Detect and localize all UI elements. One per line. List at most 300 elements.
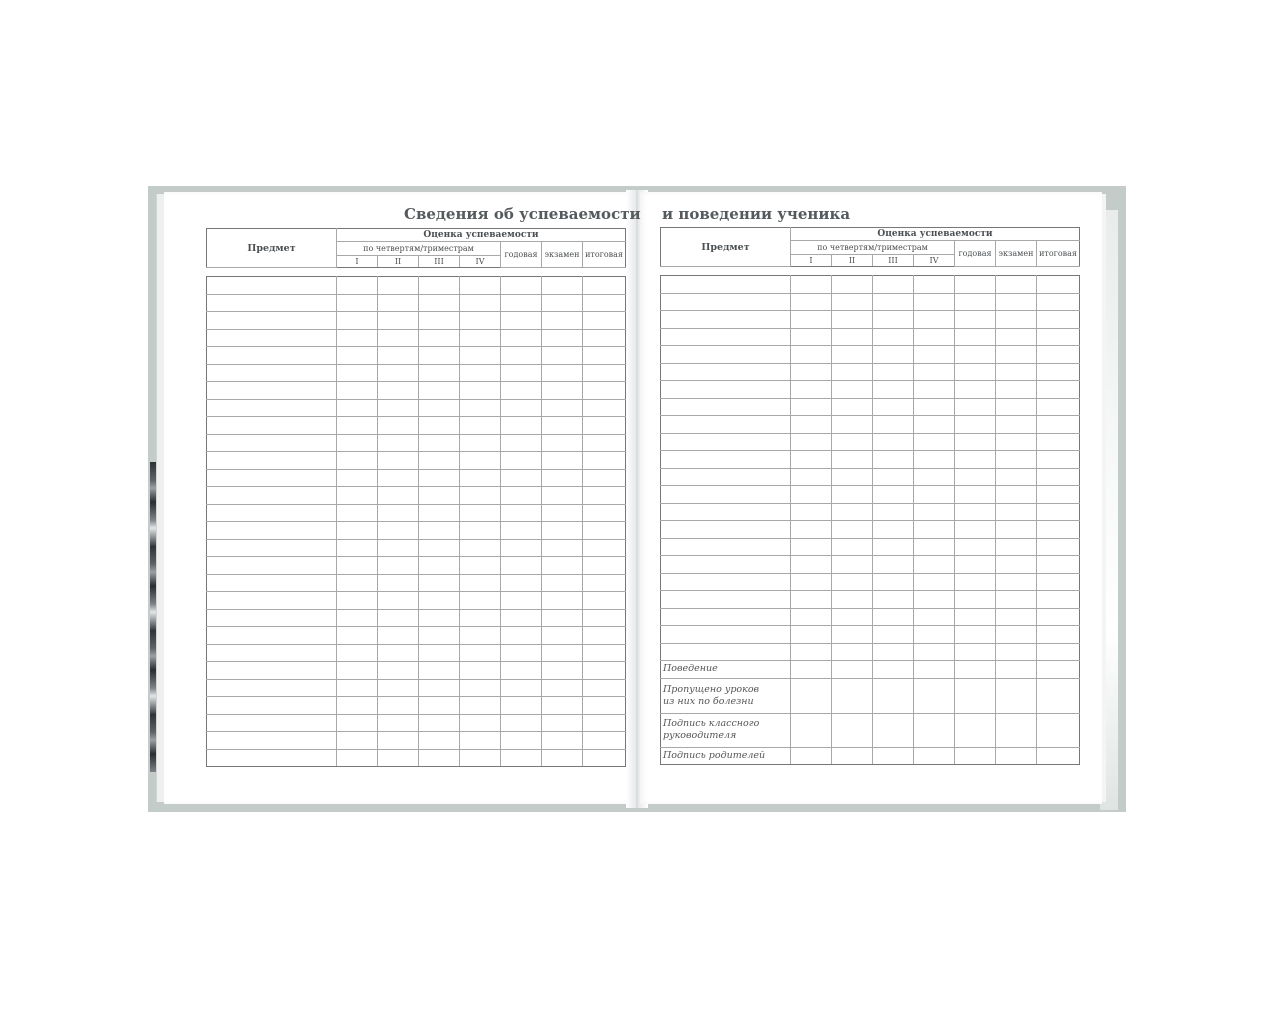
grade-cell[interactable] bbox=[955, 398, 996, 416]
grade-cell[interactable] bbox=[914, 626, 955, 644]
grade-cell[interactable] bbox=[337, 557, 378, 575]
subject-cell[interactable] bbox=[207, 627, 337, 645]
grade-cell[interactable] bbox=[955, 311, 996, 329]
grade-cell[interactable] bbox=[1037, 293, 1080, 311]
grade-cell[interactable] bbox=[832, 556, 873, 574]
grade-cell[interactable] bbox=[583, 697, 626, 715]
subject-cell[interactable] bbox=[207, 522, 337, 540]
grade-cell[interactable] bbox=[955, 293, 996, 311]
subject-cell[interactable] bbox=[661, 381, 791, 399]
grade-cell[interactable] bbox=[378, 364, 419, 382]
grade-cell[interactable] bbox=[419, 627, 460, 645]
grade-cell[interactable] bbox=[460, 679, 501, 697]
grade-cell[interactable] bbox=[460, 749, 501, 767]
grade-cell[interactable] bbox=[419, 732, 460, 750]
grade-cell[interactable] bbox=[832, 328, 873, 346]
grade-cell[interactable] bbox=[914, 747, 955, 765]
grade-cell[interactable] bbox=[996, 503, 1037, 521]
grade-cell[interactable] bbox=[996, 328, 1037, 346]
grade-cell[interactable] bbox=[832, 573, 873, 591]
grade-cell[interactable] bbox=[583, 452, 626, 470]
grade-cell[interactable] bbox=[955, 416, 996, 434]
subject-cell[interactable] bbox=[207, 504, 337, 522]
grade-cell[interactable] bbox=[1037, 521, 1080, 539]
grade-cell[interactable] bbox=[419, 469, 460, 487]
grade-cell[interactable] bbox=[460, 364, 501, 382]
grade-cell[interactable] bbox=[1037, 276, 1080, 294]
grade-cell[interactable] bbox=[914, 661, 955, 679]
subject-cell[interactable] bbox=[207, 469, 337, 487]
grade-cell[interactable] bbox=[873, 538, 914, 556]
grade-cell[interactable] bbox=[583, 749, 626, 767]
grade-cell[interactable] bbox=[955, 556, 996, 574]
subject-cell[interactable] bbox=[207, 609, 337, 627]
grade-cell[interactable] bbox=[955, 521, 996, 539]
grade-cell[interactable] bbox=[955, 713, 996, 747]
grade-cell[interactable] bbox=[542, 539, 583, 557]
subject-cell[interactable] bbox=[661, 293, 791, 311]
grade-cell[interactable] bbox=[460, 329, 501, 347]
grade-cell[interactable] bbox=[955, 678, 996, 713]
grade-cell[interactable] bbox=[378, 277, 419, 295]
grade-cell[interactable] bbox=[337, 539, 378, 557]
grade-cell[interactable] bbox=[873, 381, 914, 399]
grade-cell[interactable] bbox=[791, 433, 832, 451]
grade-cell[interactable] bbox=[501, 469, 542, 487]
grade-cell[interactable] bbox=[460, 697, 501, 715]
grade-cell[interactable] bbox=[460, 644, 501, 662]
grade-cell[interactable] bbox=[1037, 556, 1080, 574]
grade-cell[interactable] bbox=[873, 276, 914, 294]
grade-cell[interactable] bbox=[914, 381, 955, 399]
subject-cell[interactable] bbox=[207, 557, 337, 575]
grade-cell[interactable] bbox=[996, 661, 1037, 679]
grade-cell[interactable] bbox=[460, 574, 501, 592]
grade-cell[interactable] bbox=[873, 626, 914, 644]
grade-cell[interactable] bbox=[1037, 643, 1080, 661]
grade-cell[interactable] bbox=[996, 678, 1037, 713]
grade-cell[interactable] bbox=[873, 363, 914, 381]
grade-cell[interactable] bbox=[832, 311, 873, 329]
grade-cell[interactable] bbox=[378, 452, 419, 470]
grade-cell[interactable] bbox=[873, 486, 914, 504]
grade-cell[interactable] bbox=[501, 347, 542, 365]
subject-cell[interactable] bbox=[661, 311, 791, 329]
grade-cell[interactable] bbox=[996, 311, 1037, 329]
grade-cell[interactable] bbox=[791, 311, 832, 329]
grade-cell[interactable] bbox=[378, 504, 419, 522]
grade-cell[interactable] bbox=[1037, 747, 1080, 765]
grade-cell[interactable] bbox=[419, 399, 460, 417]
grade-cell[interactable] bbox=[1037, 433, 1080, 451]
grade-cell[interactable] bbox=[791, 468, 832, 486]
grade-cell[interactable] bbox=[955, 538, 996, 556]
grade-cell[interactable] bbox=[378, 417, 419, 435]
grade-cell[interactable] bbox=[1037, 626, 1080, 644]
subject-cell[interactable] bbox=[661, 346, 791, 364]
grade-cell[interactable] bbox=[460, 522, 501, 540]
grade-cell[interactable] bbox=[419, 714, 460, 732]
subject-cell[interactable] bbox=[661, 573, 791, 591]
grade-cell[interactable] bbox=[914, 678, 955, 713]
grade-cell[interactable] bbox=[791, 626, 832, 644]
grade-cell[interactable] bbox=[873, 747, 914, 765]
grade-cell[interactable] bbox=[501, 294, 542, 312]
grade-cell[interactable] bbox=[914, 468, 955, 486]
grade-cell[interactable] bbox=[583, 609, 626, 627]
grade-cell[interactable] bbox=[873, 643, 914, 661]
grade-cell[interactable] bbox=[501, 574, 542, 592]
grade-cell[interactable] bbox=[542, 522, 583, 540]
grade-cell[interactable] bbox=[996, 747, 1037, 765]
grade-cell[interactable] bbox=[873, 591, 914, 609]
grade-cell[interactable] bbox=[419, 294, 460, 312]
subject-cell[interactable] bbox=[207, 732, 337, 750]
grade-cell[interactable] bbox=[791, 591, 832, 609]
grade-cell[interactable] bbox=[419, 452, 460, 470]
grade-cell[interactable] bbox=[832, 293, 873, 311]
grade-cell[interactable] bbox=[1037, 416, 1080, 434]
grade-cell[interactable] bbox=[955, 503, 996, 521]
grade-cell[interactable] bbox=[914, 416, 955, 434]
subject-cell[interactable] bbox=[661, 643, 791, 661]
grade-cell[interactable] bbox=[791, 276, 832, 294]
grade-cell[interactable] bbox=[914, 276, 955, 294]
grade-cell[interactable] bbox=[832, 451, 873, 469]
grade-cell[interactable] bbox=[791, 678, 832, 713]
grade-cell[interactable] bbox=[542, 679, 583, 697]
grade-cell[interactable] bbox=[542, 469, 583, 487]
grade-cell[interactable] bbox=[583, 592, 626, 610]
grade-cell[interactable] bbox=[791, 747, 832, 765]
grade-cell[interactable] bbox=[337, 749, 378, 767]
grade-cell[interactable] bbox=[542, 347, 583, 365]
grade-cell[interactable] bbox=[832, 433, 873, 451]
grade-cell[interactable] bbox=[419, 662, 460, 680]
grade-cell[interactable] bbox=[955, 626, 996, 644]
grade-cell[interactable] bbox=[1037, 608, 1080, 626]
grade-cell[interactable] bbox=[378, 557, 419, 575]
grade-cell[interactable] bbox=[914, 363, 955, 381]
grade-cell[interactable] bbox=[791, 643, 832, 661]
grade-cell[interactable] bbox=[914, 311, 955, 329]
grade-cell[interactable] bbox=[791, 713, 832, 747]
subject-cell[interactable] bbox=[207, 417, 337, 435]
grade-cell[interactable] bbox=[419, 487, 460, 505]
grade-cell[interactable] bbox=[914, 398, 955, 416]
grade-cell[interactable] bbox=[419, 522, 460, 540]
grade-cell[interactable] bbox=[996, 608, 1037, 626]
grade-cell[interactable] bbox=[460, 714, 501, 732]
grade-cell[interactable] bbox=[419, 644, 460, 662]
subject-cell[interactable] bbox=[661, 451, 791, 469]
subject-cell[interactable] bbox=[207, 487, 337, 505]
grade-cell[interactable] bbox=[583, 417, 626, 435]
grade-cell[interactable] bbox=[460, 399, 501, 417]
grade-cell[interactable] bbox=[583, 679, 626, 697]
grade-cell[interactable] bbox=[378, 347, 419, 365]
grade-cell[interactable] bbox=[419, 539, 460, 557]
grade-cell[interactable] bbox=[460, 434, 501, 452]
grade-cell[interactable] bbox=[873, 398, 914, 416]
grade-cell[interactable] bbox=[337, 417, 378, 435]
subject-cell[interactable] bbox=[661, 521, 791, 539]
subject-cell[interactable] bbox=[661, 398, 791, 416]
grade-cell[interactable] bbox=[914, 293, 955, 311]
subject-cell[interactable] bbox=[661, 328, 791, 346]
grade-cell[interactable] bbox=[378, 732, 419, 750]
grade-cell[interactable] bbox=[378, 312, 419, 330]
subject-cell[interactable] bbox=[661, 626, 791, 644]
grade-cell[interactable] bbox=[583, 469, 626, 487]
subject-cell[interactable] bbox=[207, 312, 337, 330]
grade-cell[interactable] bbox=[1037, 346, 1080, 364]
grade-cell[interactable] bbox=[583, 399, 626, 417]
grade-cell[interactable] bbox=[791, 538, 832, 556]
grade-cell[interactable] bbox=[1037, 363, 1080, 381]
grade-cell[interactable] bbox=[542, 399, 583, 417]
grade-cell[interactable] bbox=[583, 487, 626, 505]
grade-cell[interactable] bbox=[832, 381, 873, 399]
grade-cell[interactable] bbox=[583, 347, 626, 365]
subject-cell[interactable] bbox=[207, 644, 337, 662]
grade-cell[interactable] bbox=[337, 434, 378, 452]
grade-cell[interactable] bbox=[791, 661, 832, 679]
grade-cell[interactable] bbox=[583, 627, 626, 645]
grade-cell[interactable] bbox=[419, 557, 460, 575]
grade-cell[interactable] bbox=[501, 312, 542, 330]
grade-cell[interactable] bbox=[1037, 311, 1080, 329]
grade-cell[interactable] bbox=[1037, 713, 1080, 747]
grade-cell[interactable] bbox=[378, 609, 419, 627]
grade-cell[interactable] bbox=[873, 451, 914, 469]
grade-cell[interactable] bbox=[419, 347, 460, 365]
grade-cell[interactable] bbox=[460, 312, 501, 330]
grade-cell[interactable] bbox=[419, 277, 460, 295]
grade-cell[interactable] bbox=[996, 293, 1037, 311]
grade-cell[interactable] bbox=[501, 382, 542, 400]
grade-cell[interactable] bbox=[501, 434, 542, 452]
grade-cell[interactable] bbox=[501, 644, 542, 662]
grade-cell[interactable] bbox=[873, 293, 914, 311]
grade-cell[interactable] bbox=[419, 382, 460, 400]
grade-cell[interactable] bbox=[1037, 661, 1080, 679]
grade-cell[interactable] bbox=[337, 662, 378, 680]
grade-cell[interactable] bbox=[378, 539, 419, 557]
grade-cell[interactable] bbox=[460, 417, 501, 435]
grade-cell[interactable] bbox=[791, 363, 832, 381]
grade-cell[interactable] bbox=[955, 573, 996, 591]
grade-cell[interactable] bbox=[419, 697, 460, 715]
grade-cell[interactable] bbox=[378, 522, 419, 540]
grade-cell[interactable] bbox=[791, 451, 832, 469]
grade-cell[interactable] bbox=[419, 609, 460, 627]
grade-cell[interactable] bbox=[583, 364, 626, 382]
grade-cell[interactable] bbox=[501, 487, 542, 505]
grade-cell[interactable] bbox=[337, 574, 378, 592]
grade-cell[interactable] bbox=[378, 399, 419, 417]
grade-cell[interactable] bbox=[542, 329, 583, 347]
grade-cell[interactable] bbox=[583, 277, 626, 295]
grade-cell[interactable] bbox=[955, 661, 996, 679]
grade-cell[interactable] bbox=[832, 591, 873, 609]
grade-cell[interactable] bbox=[337, 714, 378, 732]
grade-cell[interactable] bbox=[501, 504, 542, 522]
grade-cell[interactable] bbox=[542, 487, 583, 505]
grade-cell[interactable] bbox=[542, 609, 583, 627]
grade-cell[interactable] bbox=[501, 592, 542, 610]
grade-cell[interactable] bbox=[460, 347, 501, 365]
grade-cell[interactable] bbox=[337, 452, 378, 470]
grade-cell[interactable] bbox=[542, 697, 583, 715]
grade-cell[interactable] bbox=[873, 503, 914, 521]
grade-cell[interactable] bbox=[832, 346, 873, 364]
grade-cell[interactable] bbox=[542, 417, 583, 435]
grade-cell[interactable] bbox=[914, 556, 955, 574]
grade-cell[interactable] bbox=[873, 468, 914, 486]
grade-cell[interactable] bbox=[419, 417, 460, 435]
grade-cell[interactable] bbox=[460, 382, 501, 400]
grade-cell[interactable] bbox=[791, 503, 832, 521]
grade-cell[interactable] bbox=[542, 294, 583, 312]
grade-cell[interactable] bbox=[460, 592, 501, 610]
grade-cell[interactable] bbox=[996, 468, 1037, 486]
grade-cell[interactable] bbox=[955, 608, 996, 626]
grade-cell[interactable] bbox=[337, 294, 378, 312]
grade-cell[interactable] bbox=[955, 363, 996, 381]
subject-cell[interactable] bbox=[207, 364, 337, 382]
grade-cell[interactable] bbox=[873, 311, 914, 329]
grade-cell[interactable] bbox=[460, 487, 501, 505]
grade-cell[interactable] bbox=[501, 399, 542, 417]
grade-cell[interactable] bbox=[542, 364, 583, 382]
grade-cell[interactable] bbox=[832, 608, 873, 626]
grade-cell[interactable] bbox=[832, 398, 873, 416]
grade-cell[interactable] bbox=[378, 749, 419, 767]
grade-cell[interactable] bbox=[832, 468, 873, 486]
grade-cell[interactable] bbox=[583, 539, 626, 557]
grade-cell[interactable] bbox=[337, 382, 378, 400]
subject-cell[interactable] bbox=[207, 697, 337, 715]
grade-cell[interactable] bbox=[873, 328, 914, 346]
grade-cell[interactable] bbox=[337, 522, 378, 540]
subject-cell[interactable] bbox=[207, 347, 337, 365]
subject-cell[interactable] bbox=[207, 714, 337, 732]
grade-cell[interactable] bbox=[996, 416, 1037, 434]
subject-cell[interactable] bbox=[207, 574, 337, 592]
grade-cell[interactable] bbox=[460, 277, 501, 295]
grade-cell[interactable] bbox=[542, 312, 583, 330]
grade-cell[interactable] bbox=[583, 714, 626, 732]
grade-cell[interactable] bbox=[542, 382, 583, 400]
grade-cell[interactable] bbox=[583, 557, 626, 575]
grade-cell[interactable] bbox=[996, 521, 1037, 539]
subject-cell[interactable] bbox=[207, 662, 337, 680]
grade-cell[interactable] bbox=[955, 433, 996, 451]
grade-cell[interactable] bbox=[955, 747, 996, 765]
grade-cell[interactable] bbox=[832, 661, 873, 679]
grade-cell[interactable] bbox=[873, 678, 914, 713]
grade-cell[interactable] bbox=[832, 521, 873, 539]
grade-cell[interactable] bbox=[955, 346, 996, 364]
grade-cell[interactable] bbox=[419, 749, 460, 767]
grade-cell[interactable] bbox=[337, 364, 378, 382]
subject-cell[interactable] bbox=[207, 277, 337, 295]
grade-cell[interactable] bbox=[914, 643, 955, 661]
grade-cell[interactable] bbox=[996, 573, 1037, 591]
grade-cell[interactable] bbox=[791, 521, 832, 539]
grade-cell[interactable] bbox=[542, 277, 583, 295]
grade-cell[interactable] bbox=[501, 714, 542, 732]
grade-cell[interactable] bbox=[996, 556, 1037, 574]
grade-cell[interactable] bbox=[914, 346, 955, 364]
grade-cell[interactable] bbox=[419, 329, 460, 347]
grade-cell[interactable] bbox=[832, 416, 873, 434]
grade-cell[interactable] bbox=[337, 329, 378, 347]
grade-cell[interactable] bbox=[583, 662, 626, 680]
subject-cell[interactable] bbox=[207, 592, 337, 610]
grade-cell[interactable] bbox=[914, 608, 955, 626]
grade-cell[interactable] bbox=[955, 451, 996, 469]
grade-cell[interactable] bbox=[791, 573, 832, 591]
grade-cell[interactable] bbox=[378, 294, 419, 312]
grade-cell[interactable] bbox=[1037, 451, 1080, 469]
grade-cell[interactable] bbox=[378, 627, 419, 645]
grade-cell[interactable] bbox=[337, 627, 378, 645]
grade-cell[interactable] bbox=[460, 662, 501, 680]
grade-cell[interactable] bbox=[378, 714, 419, 732]
grade-cell[interactable] bbox=[914, 433, 955, 451]
subject-cell[interactable] bbox=[207, 539, 337, 557]
grade-cell[interactable] bbox=[337, 277, 378, 295]
grade-cell[interactable] bbox=[501, 679, 542, 697]
grade-cell[interactable] bbox=[378, 574, 419, 592]
grade-cell[interactable] bbox=[542, 452, 583, 470]
grade-cell[interactable] bbox=[378, 679, 419, 697]
subject-cell[interactable] bbox=[661, 433, 791, 451]
subject-cell[interactable] bbox=[207, 399, 337, 417]
grade-cell[interactable] bbox=[791, 608, 832, 626]
subject-cell[interactable] bbox=[661, 503, 791, 521]
grade-cell[interactable] bbox=[378, 697, 419, 715]
grade-cell[interactable] bbox=[337, 732, 378, 750]
grade-cell[interactable] bbox=[996, 363, 1037, 381]
grade-cell[interactable] bbox=[873, 416, 914, 434]
grade-cell[interactable] bbox=[791, 416, 832, 434]
grade-cell[interactable] bbox=[873, 573, 914, 591]
grade-cell[interactable] bbox=[378, 434, 419, 452]
grade-cell[interactable] bbox=[460, 609, 501, 627]
grade-cell[interactable] bbox=[791, 486, 832, 504]
grade-cell[interactable] bbox=[1037, 591, 1080, 609]
grade-cell[interactable] bbox=[914, 503, 955, 521]
grade-cell[interactable] bbox=[501, 609, 542, 627]
grade-cell[interactable] bbox=[791, 556, 832, 574]
grade-cell[interactable] bbox=[996, 398, 1037, 416]
grade-cell[interactable] bbox=[955, 486, 996, 504]
grade-cell[interactable] bbox=[873, 608, 914, 626]
grade-cell[interactable] bbox=[832, 643, 873, 661]
grade-cell[interactable] bbox=[914, 713, 955, 747]
subject-cell[interactable] bbox=[207, 679, 337, 697]
subject-cell[interactable] bbox=[207, 749, 337, 767]
grade-cell[interactable] bbox=[501, 522, 542, 540]
grade-cell[interactable] bbox=[337, 469, 378, 487]
grade-cell[interactable] bbox=[996, 433, 1037, 451]
grade-cell[interactable] bbox=[955, 643, 996, 661]
grade-cell[interactable] bbox=[583, 329, 626, 347]
grade-cell[interactable] bbox=[501, 417, 542, 435]
